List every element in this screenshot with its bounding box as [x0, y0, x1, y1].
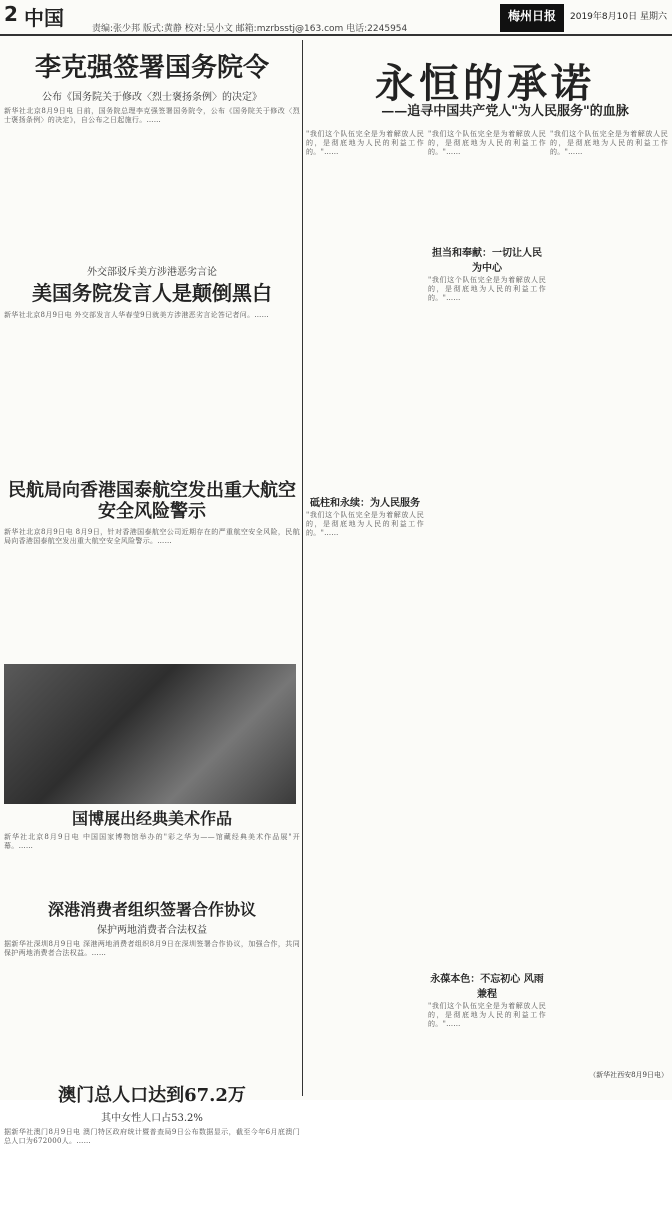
article-body: 据新华社深圳8月9日电 深港两地消费者组织8月9日在深圳签署合作协议，加强合作，共同保护两地消费者合法权益。……	[4, 940, 300, 958]
article-title: 国博展出经典美术作品	[71, 809, 232, 829]
feature-body: "我们这个队伍完全是为着解放人民的，是彻底地为人民的利益工作的。"……	[306, 511, 424, 538]
feature-body: "我们这个队伍完全是为着解放人民的，是彻底地为人民的利益工作的。"……	[306, 130, 424, 157]
article-title: 民航局向香港国泰航空发出重大航空安全风险警示	[8, 479, 296, 522]
feature-headline: 永恒的承诺	[375, 60, 595, 107]
issue-date: 2019年8月10日 星期六	[570, 12, 667, 22]
page-header	[0, 0, 672, 36]
feature-section-heading: 永葆本色：不忘初心 风雨兼程	[430, 974, 544, 1000]
article-body: 新华社北京8月9日电 日前，国务院总理李克强签署国务院令，公布《国务院关于修改〈烈士褒扬条例〉的决定》，自公布之日起施行。……	[4, 106, 300, 125]
article-title: 美国务院发言人是颠倒黑白	[32, 280, 272, 305]
newspaper-logo: 梅州日报	[500, 4, 564, 32]
article-title: 澳门总人口达到67.2万	[58, 1085, 246, 1107]
section-name: 中国	[24, 6, 64, 30]
feature-section-heading: 砥柱和永续：为人民服务	[310, 498, 420, 509]
feature-column-2	[428, 130, 546, 1096]
feature-body: "我们这个队伍完全是为着解放人民的，是彻底地为人民的利益工作的。"……	[428, 276, 546, 303]
page-number: 2	[4, 2, 18, 26]
feature-section-heading: 担当和奉献：一切让人民为中心	[432, 248, 542, 274]
article-body: 据新华社澳门8月9日电 澳门特区政府统计暨普查局9日公布数据显示，截至今年6月底澳门总人口为672000人。……	[4, 1127, 300, 1145]
article-title: 李克强签署国务院令	[34, 53, 269, 83]
article-subtitle: 其中女性人口占53.2%	[101, 1112, 203, 1124]
feature-footer: （新华社西安8月9日电）	[589, 1071, 668, 1079]
article-body: 新华社北京8月9日电 外交部发言人华春莹9日就美方涉港恶劣言论答记者问。……	[4, 310, 269, 319]
feature-body: "我们这个队伍完全是为着解放人民的，是彻底地为人民的利益工作的。"……	[550, 130, 668, 157]
left-column	[4, 40, 300, 1145]
article-body: 新华社北京8月9日电 8月9日，针对香港国泰航空公司近期存在的严重航空安全风险，民航局向香港国泰航空发出重大航空安全风险警示。……	[4, 528, 300, 546]
feature-column-1	[306, 130, 424, 1096]
article-kicker: 外交部驳斥美方涉港恶劣言论	[87, 266, 217, 278]
article-subtitle: 公布《国务院关于修改〈烈士褒扬条例〉的决定》	[42, 91, 262, 103]
article-body: 新华社北京8月9日电 中国国家博物馆举办的"彩之华为——馆藏经典美术作品展"开幕。……	[4, 832, 300, 850]
exhibition-photo	[4, 664, 296, 804]
feature-body: "我们这个队伍完全是为着解放人民的，是彻底地为人民的利益工作的。"……	[428, 1002, 546, 1029]
feature-subtitle: ——追寻中国共产党人"为人民服务"的血脉	[381, 104, 629, 119]
column-divider	[302, 40, 303, 1096]
feature-body: "我们这个队伍完全是为着解放人民的，是彻底地为人民的利益工作的。"……	[428, 130, 546, 157]
feature-column-3	[550, 130, 668, 1096]
article-subtitle: 保护两地消费者合法权益	[97, 925, 207, 937]
article-title: 深港消费者组织签署合作协议	[47, 899, 256, 919]
editor-info: 责编:张少邦 版式:黄静 校对:吴小文 邮箱:mzrbsstj@163.com 电话:2245954	[92, 24, 408, 34]
